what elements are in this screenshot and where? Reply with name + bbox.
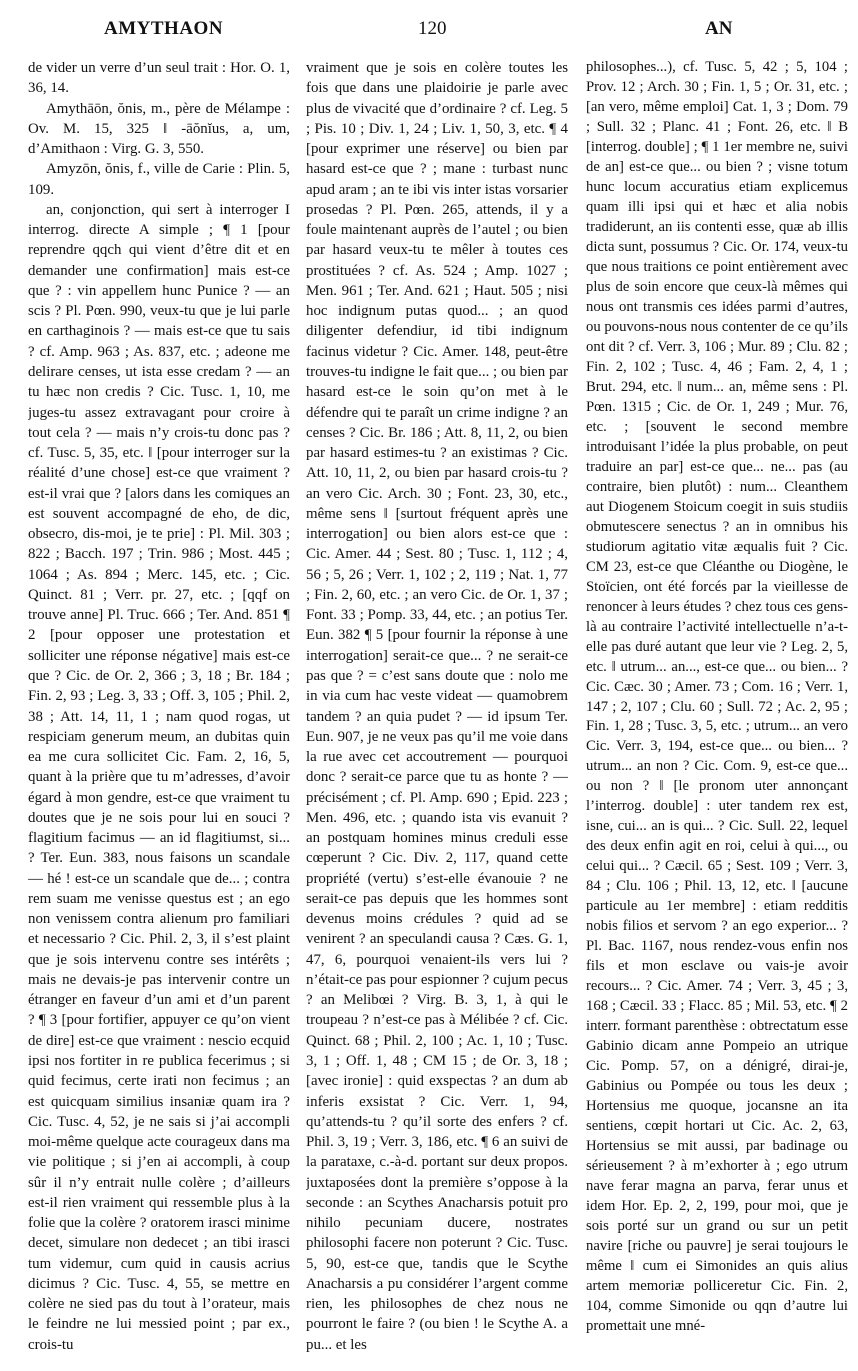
column-left [28,58,290,1364]
entry-paragraph: de vider un verre d’un seul trait : Hor. O. 1, 36, 14. [28,60,290,97]
header-left-headword: AMYTHAON [104,18,224,39]
entry-paragraph: vraiment que je sois en colère toutes les fois que dans une plaidoirie je parle avec plus de vivacité que d’ordinaire ? cf. Leg. 5 ; Pis. 10 ; Div. 1, 24 ; Liv. 1, 50, 3, etc. ¶ 4 [pour exprimer une réserve] ou bien par hasard est-ce que ? ; mane : turbast nunc apud aram ; an te ibi vis inter istas vorsarier prosedas ? Pl. Pœn. 265, attends, il y a foule maintenant auprès de l’autel ; ou bien par hasard veux-tu te mêler à toutes ces prostituées ? cf. As. 524 ; Amp. 1027 ; Men. 961 ; Ter. And. 621 ; Haut. 505 ; nisi hoc indignum putas quod... ; an quod diligenter defendiur, id tibi indignum facinus videtur ? Cic. Amer. 148, peut-être trouves-tu indigne le fait que... ; ou bien par hasard est-ce le soin qu’on met à le défendre qui te paraît un crime indigne ? an censes ? Cic. Br. 186 ; Att. 8, 11, 2, ou bien par hasard estimes-tu ? an existimas ? Cic. Att. 10, 11, 2, ou bien par hasard crois-tu ? an vero Cic. Arch. 30 ; Font. 23, 30, etc., même sens ‖ [surtout fréquent après une interrogation] ou bien alors est-ce que : Cic. Amer. 44 ; Sest. 80 ; Tusc. 1, 112 ; 4, 56 ; 5, 26 ; Verr. 1, 102 ; 2, 119 ; Nat. 1, 77 ; Fin. 2, 60, etc. ; an vero Cic. de Or. 1, 37 ; Font. 33 ; Pomp. 33, 44, etc. ; an potius Ter. Eun. 382 ¶ 5 [pour fournir la réponse à une interrogation] serait-ce que... ? ne serait-ce pas que ? = c’est sans doute que : nolo me in via cum hac veste videat — quamobrem tandem ? an quia pudet ? — id ipsum Ter. Eun. 907, je ne veux pas qu’il me voie dans la rue avec cet accoutrement — pourquoi donc ? serait-ce parce que tu as honte ? — précisément ; cf. Pl. Amp. 690 ; Epid. 223 ; Men. 496, etc. ; quando ista vis evanuit ? an postquam homines minus creduli esse cœperunt ? Cic. Div. 2, 117, quand cette propriété (vertu) s’est-elle évanouie ? ne serait-ce pas depuis que les hommes sont devenus moins crédules ? quid ad se venirent ? an speculandi causa ? Cæs. G. 1, 47, 6, pourquoi venaient-ils vers lui ? n’était-ce pas pour espionner ? cujum pecus ? an Melibœi ? Virg. B. 3, 1, à qui le troupeau ? n’est-ce pas à Mélibée ? cf. Cic. Quinct. 68 ; Phil. 2, 100 ; Ac. 1, 10 ; Tusc. 3, 1 ; Off. 1, 48 ; CM 15 ; de Or. 3, 18 ; [avec ironie] : quid exspectas ? an dum ab inferis exsistat ? Cic. Verr. 1, 94, qu’attends-tu ? qu’il sorte des enfers ? cf. Phil. 3, 19 ; Verr. 3, 186, etc. ¶ 6 an suivi de la parataxe, c.-à-d. portant sur deux propos. juxtaposées dont la première s’oppose à la seconde : an Scythes Anacharsis potuit pro nihilo pecuniam ducere, nostrates philosophi facere non poterunt ? Cic. Tusc. 5, 90, est-ce que, tandis que le Scythe Anacharsis a pu considérer l’argent comme rien, les philosophes de chez nous ne pourront le faire ? (ou bien ! le Scythe A. a pu... et les [306,60,568,1353]
entry-amythaon: Amythāōn, ŏnis, m., père de Mélampe : Ov. M. 15, 325 ‖ -āŏnĭus, a, um, d’Amithaon : Virg. G. 3, 550. [28,100,290,158]
column-middle [306,58,568,1364]
running-header [0,18,858,48]
entry-amyzon: Amyzōn, ŏnis, f., ville de Carie : Plin. 5, 109. [28,161,290,198]
entry-paragraph: philosophes...), cf. Tusc. 5, 42 ; 5, 104 ; Prov. 12 ; Arch. 30 ; Fin. 1, 5 ; Or. 31, etc. ; [an vero, même emploi] Cat. 1, 3 ; Dom. 79 ; Sull. 32 ; Planc. 41 ; Font. 26, etc. ‖ B [interrog. double] ; ¶ 1 1er membre ne, suivi de an] est-ce que... ou bien ? ; visne totum hunc locum accuratius etiam explicemus quam illi ipsi qui et hæc et alia nobis tradiderunt, an iis contenti esse, quæ ab illis dicta sunt, possumus ? Cic. Or. 174, veux-tu que nous traitions ce point entièrement avec plus de soin encore que ceux-là mêmes qui nous ont transmis ces idées parmi d’autres, ou pouvons-nous nous contenter de ce qu’ils ont dit ? cf. Verr. 3, 106 ; Mur. 89 ; Clu. 82 ; Fin. 2, 102 ; Tusc. 4, 46 ; Fam. 2, 4, 1 ; Brut. 294, etc. ‖ num... an, même sens : Pl. Pœn. 1315 ; Cic. de Or. 1, 249 ; Mur. 76, etc. ; [souvent le second membre introduisant l’idée la plus probable, on peut traduire an par] est-ce que... ne... pas (au contraire, bien plutôt) : num... Cleanthem aut Diogenem Stoicum coegit in suis studiis obmutescere senectus ? an in omnibus his studiorum agitatio vitæ æqualis fuit ? Cic. CM 23, est-ce que Cléanthe ou Diogène, le Stoïcien, ont été forcés par la vieillesse de renoncer à leurs études ? chez tous ces gens-là au contraire l’activité intellectuelle n’a-t-elle pas duré autant que leur vie ? Leg. 2, 5, etc. ‖ utrum... an..., est-ce que... ou bien... ? Cic. Cæc. 30 ; Amer. 73 ; Com. 16 ; Verr. 1, 147 ; 2, 107 ; Clu. 60 ; Sull. 72 ; Ac. 2, 95 ; Fin. 1, 28 ; Tusc. 3, 5, etc. ; utrum... an vero Cic. Verr. 3, 194, est-ce que... ou bien... ? utrum... an non ? Cic. Com. 9, est-ce que... ou non ? ‖ [le pronom uter annonçant l’interrog. double] : uter tandem rex est, isne, cui... an is qui... ? Cic. Sull. 22, lequel des deux enfin agit en roi, celui à qui..., ou celui qui... ? Cæcil. 65 ; Sest. 109 ; Verr. 3, 84 ; Clu. 106 ; Phil. 13, 12, etc. ‖ [aucune particule au 1er membre] : etiam redditis nobis filios et servom ? an ego experior... ? Pl. Bac. 1167, nous rendez-vous enfin nos fils et mon esclave ou vais-je avoir recours... ? Cic. Amer. 74 ; Verr. 3, 45 ; 3, 168 ; Cæcil. 33 ; Flacc. 85 ; Mil. 53, etc. ¶ 2 interr. formant parenthèse : obtrectatum esse Gabinio dicam anne Pompeio an utrique Cic. Pomp. 57, on a dénigré, dirai-je, Gabinius ou Pompée ou tous les deux ; Hortensius me quoque, jocansne an ita sentiens, cœpit hortari ut Cic. Ac. 2, 63, Hortensius se mit aussi, par badinage ou sérieusement ? à m’exhorter à ; ego utrum nave ferar magna an parva, ferar unus et idem Hor. Ep. 2, 2, 199, pour moi, que je sois porté sur un grand ou sur un petit navire [riche ou pauvre] je serai toujours le même ‖ cum ei Simonides an quis alius artem memoriæ polliceretur Cic. Fin. 2, 104, comme Simonide ou qqn d’autre lui promettait une mné- [586,59,848,1335]
page-number: 120 [418,18,447,39]
header-right-headword: AN [705,18,733,39]
entry-an: an, conjonction, qui sert à interroger I interrog. directe A simple ; ¶ 1 [pour reprendre qqch qui vient d’être dit et en demander une confirmation] mais est-ce que ? : vin appellem hunc Punice ? — an scis ? Pl. Pœn. 990, veux-tu que je lui parle en carthaginois ? — mais est-ce que tu sais ? cf. Amp. 963 ; As. 837, etc. ; adeone me delirare censes, ut ista esse credam ? — an tu hæc non credis ? Cic. Tusc. 1, 10, me juges-tu assez extravagant pour croire à tout cela ? — mais n’y crois-tu donc pas ? cf. Tusc. 5, 35, etc. ‖ [pour interroger sur la réalité d’une chose] est-ce que vraiment ? est-il vrai que ? [alors dans les comiques an est souvent accompagné de eho, de dic, obsecro, dis-moi, je te prie] : Pl. Mil. 303 ; 822 ; Bacch. 197 ; Trin. 986 ; Most. 445 ; 1064 ; As. 894 ; Merc. 145, etc. ; Cic. Quinct. 81 ; Verr. pr. 27, etc. ; [qqf on trouve anne] Pl. Truc. 666 ; Ter. And. 851 ¶ 2 [pour opposer une protestation et solliciter une réponse négative] mais est-ce que ? Cic. de Or. 2, 366 ; 3, 18 ; Br. 184 ; Fin. 2, 93 ; Leg. 3, 33 ; Off. 3, 105 ; Phil. 2, 38 ; Att. 14, 11, 1 ; nam quod rogas, ut respiciam generum meum, an dubitas quin ea me cura sollicitet Cic. Fam. 2, 16, 5, quant à la prière que tu m’adresses, d’avoir égard à mon gendre, est-ce que vraiment tu doutes que je ne sois pour lui en souci ? flagitium facimus — an id flagitiumst, si... ? Ter. Eun. 383, nous faisons un scandale — hé ! est-ce un scandale que de... ; contra rem suam me venisse questus est ; an ego non venissem contra alienum pro familiari et necessario ? Cic. Phil. 2, 3, il s’est plaint que je sois intervenu contre ses intérêts ; mais ne devais-je pas intervenir contre un étranger en faveur d’un ami et d’un parent ? ¶ 3 [pour fortifier, appuyer ce qu’on vient de dire] est-ce que vraiment : nescio ecquid ipsi nos fortiter in re publica fecerimus ; si quid fecimus, certe irati non fecimus ; an est quicquam similius insaniæ quam ira ? Cic. Tusc. 4, 52, je ne sais si j’ai accompli moi-même quelque acte courageux dans ma vie politique ; si j’en ai accompli, à coup sûr il n’y entrait nulle colère ; d’ailleurs est-il rien vraiment qui ressemble plus à la folie que la colère ? oratorem irasci minime decet, simulare non dedecet ; an tibi irasci tum videmur, cum quid in causis acrius dicimus ? Cic. Tusc. 4, 55, se mettre en colère ne sied pas du tout à l’orateur, mais le feindre ne lui messied point ; par ex., crois-tu [28,201,290,1353]
column-right [586,58,848,1364]
